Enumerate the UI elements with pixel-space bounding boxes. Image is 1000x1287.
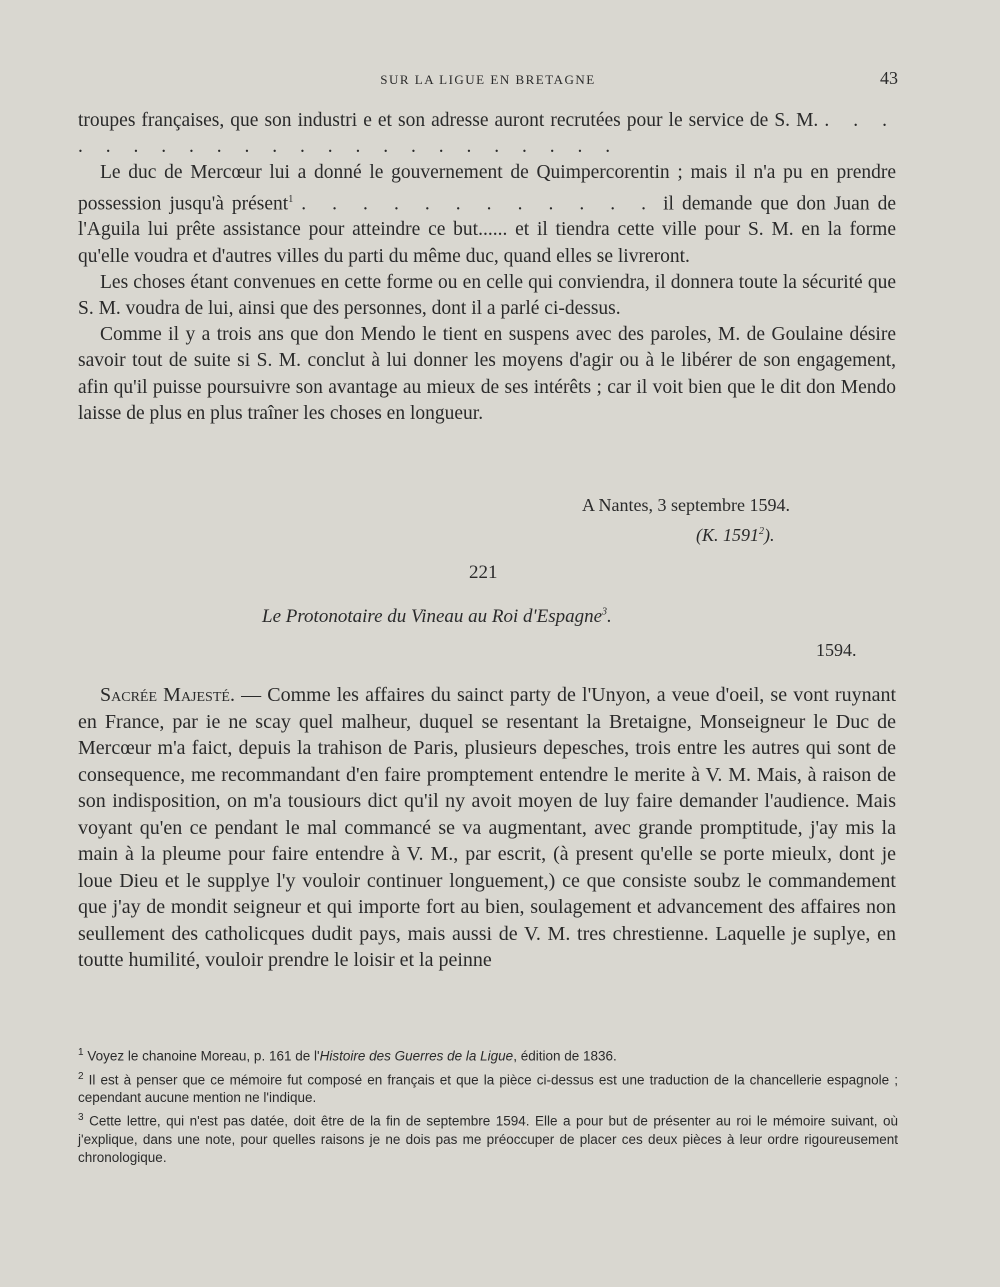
ellipsis-dots: . . . . . . . . . . . . (301, 193, 656, 215)
footnote-1: $^1$ Voyez le chanoine Moreau, p. 161 de l'Histoire des Guerres de la Ligue, édition de 1836. (78, 1047, 617, 1064)
document-date: 1594. (816, 640, 857, 660)
footnote-ref-1: 1 (288, 193, 294, 205)
footnotes (78, 1044, 898, 1169)
memoir-text (78, 108, 896, 427)
page-number: 43 (880, 68, 898, 88)
salutation: Sacrée Majesté. (100, 684, 235, 706)
footnote-ref-3: 3 (602, 606, 608, 618)
document-number: 221 (469, 562, 498, 583)
ellipsis-dots: . . . . . . . . . . . . . . . . . . . . . . . (78, 110, 897, 158)
paragraph-2: Le duc de Mercœur lui a donné le gouvernement de Quimpercorentin ; mais il n'a pu en prendre possession jusqu'à présent$^1$ . . . . . . . . . . . . il demande que don Juan de l'Aguila lui prête assistance pour atteindre ce but...... et il tiendra cette ville pour S. M. en la forme qu'elle voudra et d'autres villes du parti du même duc, quand elles se livreront. (78, 162, 897, 267)
footnote-2: $^2$ Il est à penser que ce mémoire fut composé en français et que la pièce ci-dessus est une traduction de la chancellerie espagnole ; cependant aucune mention ne l'indique. (78, 1070, 898, 1105)
paragraph-4: Comme il y a trois ans que don Mendo le tient en suspens avec des paroles, M. de Goulaine désire savoir tout de suite si S. M. conclut à lui donner les moyens d'agir ou à le libérer de son engagement, afin qu'il puisse poursuivre son avantage au mieux de ses intérêts ; car il voit bien que le dit don Mendo laisse de plus en plus traîner les choses en longueur. (78, 324, 896, 424)
running-head: SUR LA LIGUE EN BRETAGNE (380, 72, 596, 87)
place-date: A Nantes, 3 septembre 1594. (582, 495, 790, 515)
paragraph-3: Les choses étant convenues en cette forme ou en celle qui conviendra, il donnera toute la sécurité que S. M. voudra de lui, ainsi que des personnes, dont il a parlé ci-dessus. (78, 271, 896, 319)
letter-paragraph: Sacrée Majesté. — Comme les affaires du sainct party de l'Unyon, a veue d'oeil, se vont ruynant en France, par ie ne scay quel malheur, duquel se resentant la Bretaigne, Monseigneur le Duc de Mercœur m'a faict, depuis la trahison de Paris, plusieurs depesches, trois entre les autres qui sont de consequence, me recommandant d'en faire promptement entendre le merite à V. M. Mais, à raison de son indisposition, on m'a tousiours dict qu'il ny avoit moyen de luy faire demander l'audience. Mais voyant qu'en ce pendant le mal commancé se va augmentant, avec grande promptitude, j'ay mis la main à la pleume pour faire entendre à V. M., par escrit, (à present qu'elle se porte mieulx, dont je loue Dieu et le supplye l'y vouloir continuer longuement,) ce que consiste soubz le commandement que j'ay de mondit seigneur et qui importe fort au bien, soulagement et advancement des affaires non seullement des catholicques dudit pays, mais aussi de V. M. tres chrestienne. Laquelle je suplye, en toutte humilité, vouloir prendre le loisir et la peinne (78, 684, 897, 971)
letter-text (78, 682, 896, 974)
document-title: Le Protonotaire du Vineau au Roi d'Espagne$^3$. (262, 606, 612, 627)
footnote-3: $^3$ Cette lettre, qui n'est pas datée, doit être de la fin de septembre 1594. Elle a pour but de présenter au roi le mémoire suivant, où j'explique, dans une note, pour quelles raisons je ne dois pas me préoccuper de placer ces deux pièces à leur ordre rigoureusement chronologique. (78, 1112, 898, 1165)
paragraph-1: troupes françaises, que son industri e et son adresse auront recrutées pour le service de S. M. . . . . . . . . . . . . . . . . . . . . . . . (78, 110, 897, 158)
archive-reference: (K. 1591$^2$). (696, 525, 775, 545)
